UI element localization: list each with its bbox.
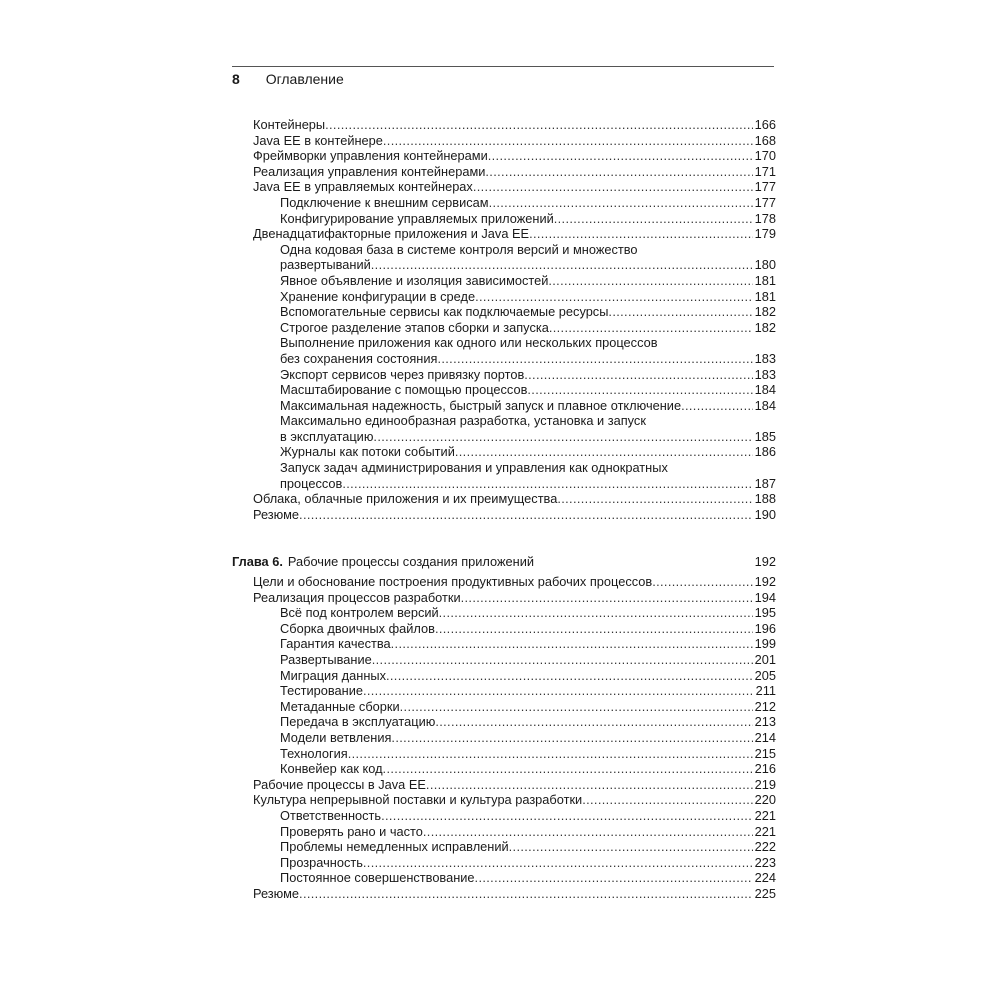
running-title: Оглавление [265, 71, 344, 87]
dot-leader [548, 273, 752, 289]
toc-entry-title: Сборка двоичных файлов [280, 620, 435, 636]
toc-entry[interactable] [232, 148, 776, 164]
dot-leader [383, 133, 753, 149]
running-header [232, 66, 774, 90]
toc-entry[interactable] [232, 491, 776, 507]
dot-leader [381, 808, 753, 824]
toc-entry-title: Резюме [253, 506, 300, 522]
chapter-label: Глава 6. [232, 554, 283, 569]
toc-entry-title: Передача в эксплуатацию [280, 714, 436, 730]
dot-leader [423, 824, 753, 840]
toc-entry[interactable] [232, 636, 776, 652]
dot-leader [383, 761, 753, 777]
dot-leader [475, 289, 753, 305]
dot-leader [437, 351, 752, 367]
toc-entry-page: 196 [754, 620, 776, 636]
dot-leader [435, 621, 753, 637]
toc-entry-page: 168 [754, 132, 776, 148]
dot-leader [489, 195, 753, 211]
toc-entry-page: 178 [754, 210, 776, 226]
dot-leader [524, 367, 752, 383]
toc-entry-page: 214 [754, 729, 776, 745]
toc-entry[interactable] [232, 886, 776, 902]
toc-entry-title: Всё под контролем версий [280, 605, 439, 621]
toc-entry[interactable] [232, 621, 776, 637]
toc-entry-page: 179 [754, 226, 776, 242]
dot-leader [400, 699, 753, 715]
toc-entry[interactable] [232, 574, 776, 590]
toc-entry-page: 221 [754, 823, 776, 839]
toc-entry-page: 183 [754, 350, 776, 366]
toc-entry[interactable] [232, 226, 776, 242]
toc-entry-title: Рабочие процессы в Java EE [253, 776, 426, 792]
dot-leader [455, 444, 753, 460]
dot-leader [348, 746, 753, 762]
toc-entry-page: 185 [754, 428, 776, 444]
toc-entry-title: без сохранения состояния [280, 350, 438, 366]
toc-entry-page: 187 [754, 475, 776, 491]
chapter-title: Рабочие процессы создания приложений [287, 554, 535, 569]
toc-entry-page: 182 [754, 319, 776, 335]
toc-entry-title: Максимальная надежность, быстрый запуск и плавное отключение [280, 397, 682, 413]
toc-entry-page: 183 [754, 366, 776, 382]
toc-entry-page: 224 [754, 870, 776, 886]
dot-leader [363, 855, 753, 871]
toc-entry[interactable] [232, 179, 776, 195]
toc-entry[interactable] [232, 195, 776, 211]
dot-leader [373, 429, 752, 445]
toc-entry-title: Контейнеры [253, 117, 326, 132]
toc-entry-page: 225 [754, 885, 776, 901]
toc-entry[interactable] [232, 117, 776, 133]
dot-leader [557, 491, 752, 507]
toc-entry-page: 201 [754, 651, 776, 667]
toc-entry-title: Масштабирование с помощью процессов [280, 382, 528, 398]
toc-entry-page: 211 [755, 683, 776, 699]
toc-entry[interactable] [232, 699, 776, 715]
toc-entry-title: Экспорт сервисов через привязку портов [280, 366, 525, 382]
toc-entry[interactable] [232, 273, 776, 289]
dot-leader [391, 730, 752, 746]
toc-entry-title: Гарантия качества [280, 636, 391, 652]
toc-entry[interactable] [232, 289, 776, 305]
dot-leader [652, 574, 752, 590]
toc-entry-page: 181 [754, 288, 776, 304]
page-number: 8 [232, 71, 240, 87]
toc-entry-title: Культура непрерывной поставки и культура разработки [253, 792, 583, 808]
toc-entry-title: Хранение конфигурации в среде [280, 288, 476, 304]
toc-entry[interactable] [232, 304, 776, 320]
dot-leader [363, 683, 754, 699]
toc-entry-page: 213 [754, 714, 776, 730]
toc-entry-page: 192 [754, 574, 776, 589]
dot-leader [299, 886, 753, 902]
toc-entry-title: Java EE в управляемых контейнерах [253, 179, 473, 195]
toc-entry-title: Фреймворки управления контейнерами [253, 148, 488, 164]
toc-entry-page: 221 [754, 807, 776, 823]
toc-entry[interactable] [232, 824, 776, 840]
toc-entry-title: Конвейер как код [280, 761, 383, 777]
toc-entry-page: 171 [754, 163, 776, 179]
toc-entry-title: Постоянное совершенствование [280, 870, 475, 886]
toc-entry-title: Запуск задач администрирования и управления как однократных [280, 460, 668, 476]
toc-entry-title: Максимально единообразная разработка, установка и запуск [280, 413, 646, 429]
toc-entry-page: 186 [754, 444, 776, 460]
toc-entry-title: Развертывание [280, 651, 372, 667]
toc-entry-title: Строгое разделение этапов сборки и запуска [280, 319, 549, 335]
toc-entry-page: 220 [754, 792, 776, 808]
toc-entry[interactable] [232, 444, 776, 460]
dot-leader [461, 590, 753, 606]
toc-entry-page: 184 [754, 397, 776, 413]
toc-entry-page: 166 [754, 117, 776, 132]
dot-leader [549, 320, 753, 336]
toc-entry-title: Явное объявление и изоляция зависимостей [280, 272, 549, 288]
toc-entry[interactable] [232, 652, 776, 668]
dot-leader [608, 304, 752, 320]
toc-entry-page: 195 [754, 605, 776, 621]
toc-entry-page: 188 [754, 491, 776, 507]
toc-entry-title: Реализация управления контейнерами [253, 163, 486, 179]
toc-entry[interactable] [232, 777, 776, 793]
toc-entry-page: 212 [754, 698, 776, 714]
toc-entry-title: Двенадцатифакторные приложения и Java EE [253, 226, 530, 242]
toc-entry-title: Реализация процессов разработки [253, 589, 461, 605]
toc-entry-page: 222 [754, 839, 776, 855]
dot-leader [426, 777, 753, 793]
toc-entry[interactable] [232, 605, 776, 621]
toc-entry-title: Проблемы немедленных исправлений [280, 839, 509, 855]
toc-entry-title: Выполнение приложения как одного или нескольких процессов [280, 335, 658, 351]
toc-entry-title: Java EE в контейнере [253, 132, 383, 148]
toc-section-continued [232, 117, 776, 522]
toc-entry[interactable] [232, 133, 776, 149]
dot-leader [488, 148, 753, 164]
toc-entry-page: 180 [754, 257, 776, 273]
toc-entry[interactable] [232, 507, 776, 523]
toc-entry-title: Метаданные сборки [280, 698, 400, 714]
toc-entry-page: 223 [754, 854, 776, 870]
toc-entry-title: Подключение к внешним сервисам [280, 194, 489, 210]
toc-entry[interactable] [232, 839, 776, 855]
dot-leader [439, 605, 753, 621]
toc-entry-page: 190 [754, 506, 776, 522]
dot-leader [342, 476, 752, 492]
toc-entry-title: Технология [280, 745, 348, 761]
chapter-heading[interactable] [232, 553, 776, 571]
toc-entry[interactable] [232, 413, 776, 429]
toc-entry[interactable] [232, 746, 776, 762]
toc-entry[interactable] [232, 257, 776, 273]
toc-entry-page: 219 [754, 776, 776, 792]
toc-entry-title: Прозрачность [280, 854, 363, 870]
toc-entry-title: Облака, облачные приложения и их преимущества [253, 491, 558, 507]
dot-leader [485, 164, 752, 180]
toc-entry-title: Одна кодовая база в системе контроля версий и множество [280, 241, 638, 257]
toc-entry-title: Ответственность [280, 807, 382, 823]
toc-entry[interactable] [232, 398, 776, 414]
chapter-page: 192 [754, 554, 776, 569]
dot-leader [299, 507, 753, 523]
toc-entry-title: Проверять рано и часто [280, 823, 423, 839]
dot-leader [325, 117, 753, 133]
toc-entry-page: 184 [754, 382, 776, 398]
toc-entry[interactable] [232, 590, 776, 606]
toc-entry-title: Миграция данных [280, 667, 386, 683]
toc-entry-page: 177 [754, 179, 776, 195]
toc-entry[interactable] [232, 683, 776, 699]
toc-entry[interactable] [232, 460, 776, 476]
toc-entry[interactable] [232, 382, 776, 398]
toc-entry-page: 216 [754, 761, 776, 777]
toc-entry[interactable] [232, 808, 776, 824]
dot-leader [386, 668, 753, 684]
toc-entry[interactable] [232, 335, 776, 351]
toc-entry-page: 177 [754, 194, 776, 210]
dot-leader [391, 636, 753, 652]
toc-entry-page: 199 [754, 636, 776, 652]
dot-leader [435, 714, 752, 730]
toc-entry[interactable] [232, 730, 776, 746]
toc-entry-title: Тестирование [280, 683, 363, 699]
dot-leader [509, 839, 753, 855]
toc-chapter-6 [232, 553, 776, 901]
toc-entry-page: 194 [754, 589, 776, 605]
toc-entry-title: в эксплуатацию [280, 428, 374, 444]
dot-leader [371, 257, 753, 273]
toc-entry[interactable] [232, 242, 776, 258]
toc-entry-title: Конфигурирование управляемых приложений [280, 210, 554, 226]
toc-entry[interactable] [232, 792, 776, 808]
toc-entry-title: процессов [280, 475, 343, 491]
toc-entry[interactable] [232, 714, 776, 730]
toc-entry[interactable] [232, 429, 776, 445]
dot-leader [681, 398, 753, 414]
toc-entry-title: Резюме [253, 885, 300, 901]
dot-leader [475, 870, 753, 886]
toc-entry[interactable] [232, 668, 776, 684]
dot-leader [554, 211, 753, 227]
toc-entry-page: 181 [754, 272, 776, 288]
toc-entry-title: Журналы как потоки событий [280, 444, 455, 460]
dot-leader [372, 652, 753, 668]
toc-entry-title: Вспомогательные сервисы как подключаемые ресурсы [280, 304, 609, 320]
toc-entry-title: Модели ветвления [280, 729, 392, 745]
toc-entry[interactable] [232, 320, 776, 336]
toc-entry[interactable] [232, 476, 776, 492]
toc-entry[interactable] [232, 367, 776, 383]
toc-entry-title: развертываний [280, 257, 371, 273]
toc-entry-title: Цели и обоснование построения продуктивных рабочих процессов [253, 574, 653, 589]
toc-entry-page: 205 [754, 667, 776, 683]
dot-leader [529, 226, 753, 242]
dot-leader [582, 792, 752, 808]
toc-entry[interactable] [232, 761, 776, 777]
dot-leader [527, 382, 752, 398]
toc-entry[interactable] [232, 870, 776, 886]
toc-entry[interactable] [232, 855, 776, 871]
dot-leader [473, 179, 753, 195]
toc-entry-page: 170 [754, 148, 776, 164]
toc-entry-page: 215 [754, 745, 776, 761]
toc-entry[interactable] [232, 351, 776, 367]
toc-entry[interactable] [232, 211, 776, 227]
toc-entry-page: 182 [754, 304, 776, 320]
toc-entry[interactable] [232, 164, 776, 180]
